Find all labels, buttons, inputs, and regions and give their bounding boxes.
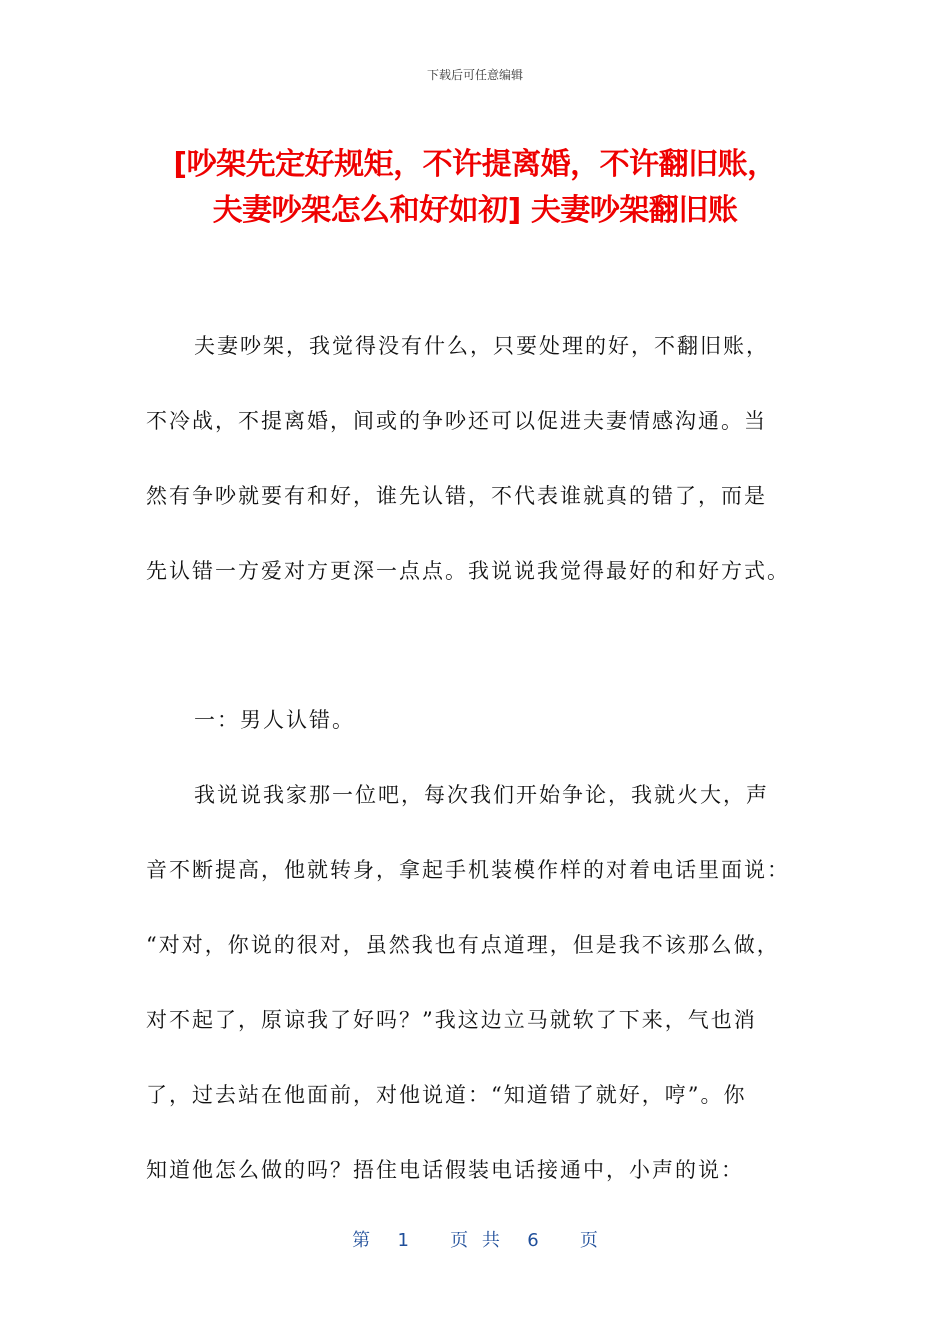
section-heading-text: 一：男人认错。	[194, 708, 355, 732]
paragraph-line: 然有争吵就要有和好，谁先认错，不代表谁就真的错了，而是	[146, 484, 767, 508]
paragraph-line: 我说说我家那一位吧，每次我们开始争论，我就火大，声	[194, 783, 769, 807]
paragraph-line: 先认错一方爱对方更深一点点。我说说我觉得最好的和好方式。	[146, 559, 790, 583]
section-heading	[146, 704, 806, 779]
paragraph-line: 音不断提高，他就转身，拿起手机装模作样的对着电话里面说：	[146, 858, 790, 882]
page-footer: 第 1 页 共 6 页	[352, 1230, 598, 1251]
paragraph-line: 夫妻吵架，我觉得没有什么，只要处理的好，不翻旧账，	[194, 334, 769, 358]
paragraph-line: 知道他怎么做的吗？捂住电话假装电话接通中，小声的说：	[146, 1158, 744, 1182]
paragraph-line: 不冷战，不提离婚，间或的争吵还可以促进夫妻情感沟通。当	[146, 409, 767, 433]
paragraph-story	[146, 779, 806, 1229]
title-line-1: [吵架先定好规矩，不许提离婚，不许翻旧账，	[173, 147, 777, 182]
paragraph-line: “对对，你说的很对，虽然我也有点道理，但是我不该那么做，	[146, 933, 780, 957]
header-note: 下载后可任意编辑	[426, 68, 523, 82]
paragraph-intro	[146, 330, 806, 630]
paragraph-line: 了，过去站在他面前，对他说道：“知道错了就好，哼”。你	[146, 1083, 747, 1107]
paragraph-line: 对不起了，原谅我了好吗？”我这边立马就软了下来，气也消	[146, 1008, 757, 1032]
title-line-2: 夫妻吵架怎么和好如初] 夫妻吵架翻旧账	[212, 193, 738, 228]
document-title	[120, 142, 830, 234]
